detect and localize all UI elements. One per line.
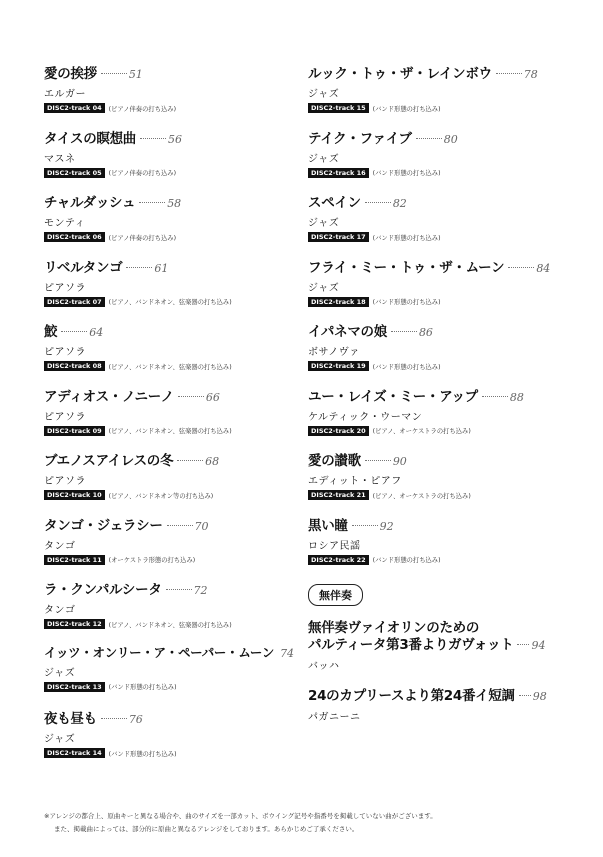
page-number: 98 — [532, 690, 547, 703]
song-title: ルック・トゥ・ザ・レインボウ — [308, 66, 492, 82]
track-badge: DISC2-track 13 — [44, 682, 105, 692]
solo-section-badge: 無伴奏 — [308, 584, 363, 606]
composer: ジャズ — [308, 282, 340, 294]
list-item — [308, 620, 558, 672]
composer: バッハ — [308, 661, 340, 672]
page-number: 90 — [392, 455, 407, 468]
song-title: タイスの瞑想曲 — [44, 130, 136, 147]
track-note: (ピアノ、バンドネオン、弦楽器の打ち込み) — [108, 621, 232, 629]
list-item — [44, 578, 284, 643]
leader-dots — [352, 525, 378, 526]
track-note: (バンド形態の打ち込み) — [372, 170, 441, 177]
leader-dots — [177, 460, 203, 461]
composer: タンゴ — [44, 605, 76, 616]
page-number: 78 — [523, 68, 538, 81]
left-column — [44, 62, 295, 772]
composer: ロシア民謡 — [308, 540, 361, 552]
list-item — [308, 127, 558, 192]
track-note: (ピアノ、バンドネオン、弦楽器の打ち込み) — [108, 428, 232, 435]
list-item — [308, 449, 558, 514]
page-number: 94 — [531, 639, 546, 652]
song-title: リベルタンゴ — [44, 259, 123, 276]
track-badge: DISC2-track 08 — [44, 361, 105, 371]
song-title: ユー・レイズ・ミー・アップ — [308, 388, 478, 405]
page-number: 68 — [205, 455, 220, 468]
composer: エディット・ピアフ — [308, 476, 402, 487]
page-number: 86 — [418, 326, 433, 339]
track-note: (バンド形態の打ち込み) — [372, 299, 441, 306]
composer: ケルティック・ウーマン — [308, 411, 423, 423]
composer: ボサノヴァ — [308, 347, 360, 358]
leader-dots — [416, 138, 442, 139]
track-badge: DISC2-track 05 — [44, 168, 105, 178]
leader-dots — [482, 396, 508, 397]
page-number: 70 — [194, 519, 209, 533]
composer: ピアソラ — [44, 476, 86, 487]
track-badge: DISC2-track 06 — [44, 232, 105, 242]
track-badge: DISC2-track 21 — [308, 490, 369, 500]
song-title: ブエノスアイレスの冬 — [44, 453, 174, 469]
track-note: (オーケストラ形態の打ち込み) — [108, 557, 196, 564]
track-badge: DISC2-track 20 — [308, 426, 369, 436]
track-badge: DISC2-track 11 — [44, 555, 105, 565]
song-title: テイク・ファイブ — [308, 130, 412, 147]
page-number: 64 — [89, 326, 104, 339]
leader-dots — [61, 331, 87, 332]
page-number: 61 — [154, 261, 169, 275]
list-item — [44, 707, 284, 772]
song-title: スペイン — [308, 195, 361, 211]
track-note: (ピアノ、バンドネオン、弦楽器の打ち込み) — [108, 299, 232, 306]
song-title: 黒い瞳 — [308, 517, 348, 534]
composer: ピアソラ — [44, 347, 86, 358]
leader-dots — [167, 525, 193, 526]
composer: パガニーニ — [308, 712, 361, 723]
right-column — [308, 62, 558, 739]
list-item — [44, 256, 284, 321]
song-title: アディオス・ノニーノ — [44, 388, 174, 405]
leader-dots — [519, 695, 531, 696]
song-title-line1: 無伴奏ヴァイオリンのための — [308, 620, 480, 636]
list-item — [44, 191, 284, 256]
composer: ジャズ — [308, 153, 340, 165]
composer: ジャズ — [308, 218, 340, 229]
leader-dots — [126, 267, 152, 268]
composer: ピアソラ — [44, 282, 86, 294]
list-item — [308, 320, 558, 385]
list-item — [44, 385, 284, 450]
song-title: イパネマの娘 — [308, 324, 387, 340]
composer: エルガー — [44, 89, 86, 100]
list-item — [308, 256, 558, 321]
list-item — [308, 688, 558, 723]
leader-dots — [101, 73, 127, 74]
page-number: 74 — [280, 646, 295, 660]
list-item — [44, 62, 284, 127]
list-item — [44, 449, 284, 514]
leader-dots — [365, 460, 391, 461]
song-title: 鮫 — [44, 324, 58, 340]
leader-dots — [496, 73, 522, 74]
page-number: 56 — [168, 132, 182, 146]
track-note: (ピアノ、オーケストラの打ち込み) — [372, 428, 471, 435]
track-note: (バンド形態の打ち込み) — [372, 105, 441, 113]
track-note: (ピアノ伴奏の打ち込み) — [108, 105, 177, 113]
track-note: (バンド形態の打ち込み) — [108, 684, 177, 691]
footer-line-1: ※アレンジの都合上、原曲キーと異なる場合や、曲のサイズを一部カット、ボウイング記号や指番号を掲載していない曲がございます。 — [44, 812, 437, 820]
track-badge: DISC2-track 14 — [44, 748, 105, 758]
track-note: (バンド形態の打ち込み) — [372, 234, 441, 242]
track-note: (ピアノ伴奏の打ち込み) — [108, 234, 177, 242]
page-number: 88 — [509, 390, 524, 404]
leader-dots — [166, 589, 192, 590]
page-number: 92 — [379, 519, 394, 533]
leader-dots — [139, 202, 165, 203]
track-note: (バンド形態の打ち込み) — [108, 750, 177, 758]
track-badge: DISC2-track 17 — [308, 232, 369, 242]
song-title: 24のカプリースより第24番イ短調 — [308, 688, 515, 704]
track-badge: DISC2-track 19 — [308, 361, 369, 371]
track-badge: DISC2-track 07 — [44, 297, 105, 307]
composer: モンティ — [44, 218, 86, 229]
leader-dots — [391, 331, 417, 332]
page-number: 80 — [443, 132, 458, 146]
track-badge: DISC2-track 04 — [44, 103, 105, 113]
song-title: ラ・クンパルシータ — [44, 582, 162, 598]
list-item — [308, 385, 558, 450]
song-title: 夜も昼も — [44, 711, 97, 727]
track-note: (ピアノ、オーケストラの打ち込み) — [372, 492, 471, 500]
track-badge: DISC2-track 16 — [308, 168, 369, 178]
list-item — [308, 191, 558, 256]
list-item — [44, 643, 295, 708]
song-title: 愛の讃歌 — [308, 453, 361, 469]
track-note: (バンド形態の打ち込み) — [372, 557, 441, 564]
track-badge: DISC2-track 10 — [44, 490, 105, 500]
composer: ピアソラ — [44, 411, 86, 423]
page-number: 76 — [128, 713, 143, 726]
list-item — [44, 127, 284, 192]
solo-section — [308, 620, 558, 723]
list-item — [308, 62, 558, 127]
song-title: フライ・ミー・トゥ・ザ・ムーン — [308, 259, 505, 276]
list-item — [44, 514, 284, 579]
composer: タンゴ — [44, 540, 76, 552]
leader-dots — [517, 644, 529, 645]
track-note: (ピアノ、バンドネオン、弦楽器の打ち込み) — [108, 363, 232, 371]
track-badge: DISC2-track 15 — [308, 103, 369, 113]
composer: ジャズ — [44, 667, 76, 679]
song-title: 愛の挨拶 — [44, 66, 97, 82]
page-number: 51 — [128, 68, 143, 81]
list-item — [308, 514, 558, 579]
leader-dots — [508, 267, 534, 268]
song-title: チャルダッシュ — [44, 195, 136, 211]
track-note: (ピアノ、バンドネオン等の打ち込み) — [108, 492, 214, 500]
track-badge: DISC2-track 12 — [44, 619, 105, 629]
footer-note — [44, 810, 564, 836]
song-title-line2: パルティータ第3番よりガヴォット — [308, 637, 514, 653]
page-number: 72 — [193, 584, 208, 597]
leader-dots — [178, 396, 204, 397]
track-badge: DISC2-track 18 — [308, 297, 369, 307]
track-note: (ピアノ伴奏の打ち込み) — [108, 170, 177, 177]
track-note: (バンド形態の打ち込み) — [372, 363, 441, 371]
song-title: イッツ・オンリー・ア・ペーパー・ムーン — [44, 644, 275, 660]
leader-dots — [140, 138, 166, 139]
list-item — [44, 320, 284, 385]
leader-dots — [365, 202, 391, 203]
leader-dots — [101, 718, 127, 719]
page-number: 58 — [167, 197, 182, 210]
composer: ジャズ — [44, 734, 76, 745]
track-badge: DISC2-track 22 — [308, 555, 369, 565]
footer-line-2: また、掲載曲によっては、部分的に原曲と異なるアレンジをしております。あらかじめご了承ください。 — [54, 825, 359, 833]
song-title: タンゴ・ジェラシー — [44, 517, 163, 534]
composer: ジャズ — [308, 89, 340, 100]
page-number: 82 — [392, 197, 407, 210]
composer: マスネ — [44, 153, 76, 165]
track-badge: DISC2-track 09 — [44, 426, 105, 436]
page-number: 84 — [536, 261, 551, 275]
page-number: 66 — [205, 390, 220, 404]
